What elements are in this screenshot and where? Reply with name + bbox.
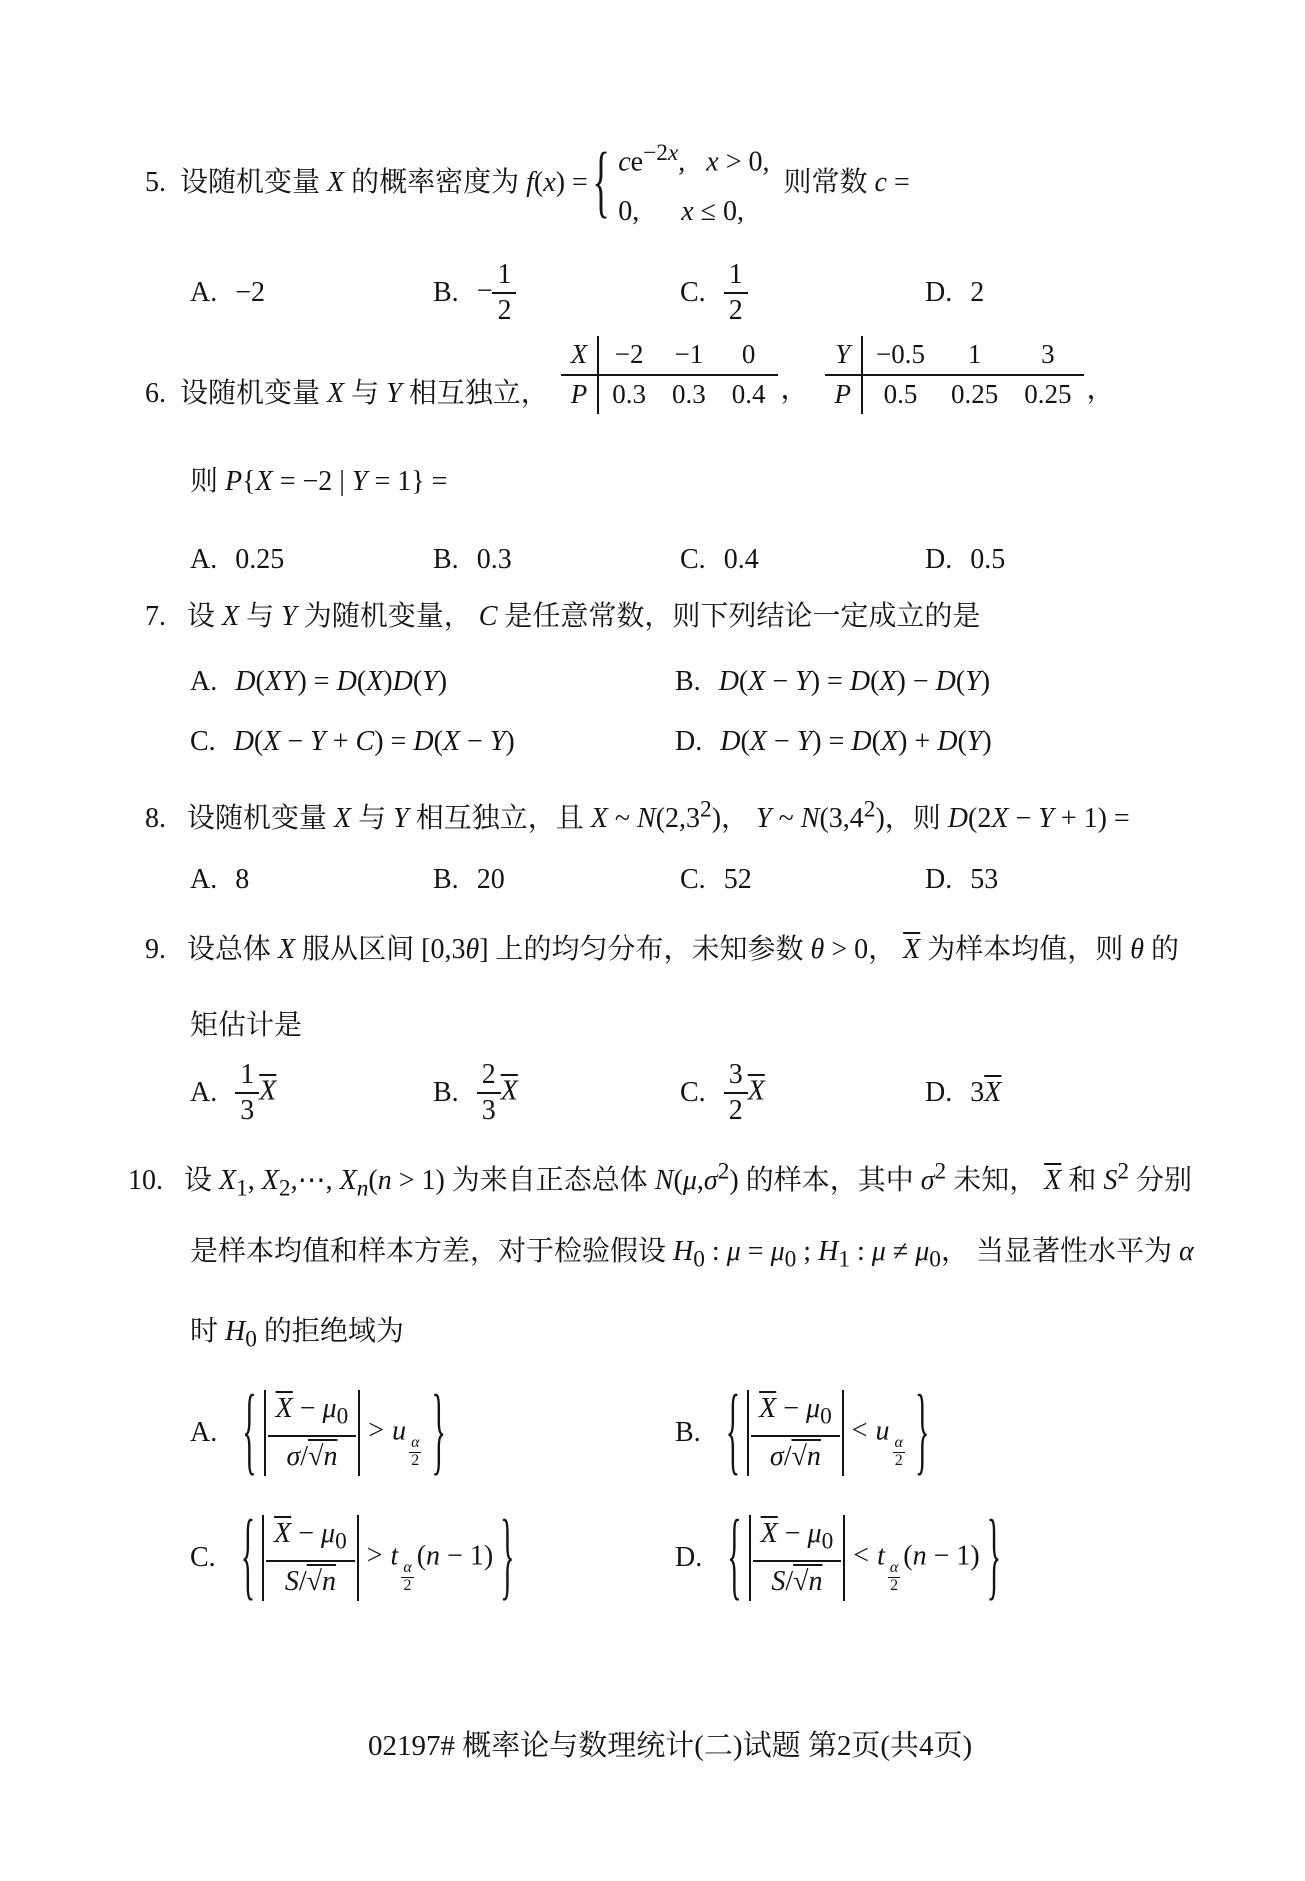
option-value: 2 [970,277,985,308]
question-8-stem-text: 设随机变量 X 与 Y 相互独立，且 X ~ $N(2,3^2)$， Y ~ $N(3,4^2)$，则 D(2X − Y + 1) = [187,797,1130,835]
question-7-options-row-2 [0,720,1305,764]
option-label: A. [190,666,218,697]
question-9-option-d [925,1057,1001,1129]
q6-table-y [825,336,1085,414]
option-value: D(X − Y) = D(X) + D(Y) [720,726,992,757]
question-5-options-row [0,258,1305,328]
question-5-option-b [433,258,516,328]
question-6-options-row [0,540,1305,580]
page-footer: 02197# 概率论与数理统计(二)试题 第2页(共4页) [368,1730,973,1762]
table-y-comma: ， [1086,373,1115,405]
option-label: A. [190,864,218,895]
question-7-option-a [190,660,447,704]
option-value: 20 [476,864,505,895]
option-label: C. [680,544,706,575]
question-6-option-c [680,540,759,580]
question-6-option-d [925,540,1005,580]
option-label: C. [680,864,706,895]
question-7-option-b [675,660,990,704]
piecewise-row-1: $ce^{-2x}$, x > 0, [618,140,770,178]
table-cell: P [561,375,599,414]
question-7-option-c [190,720,515,764]
question-9-stem-text: 设总体 X 服从区间 [0,3θ] 上的均匀分布，未知参数 θ > 0， $\overline{X}$ 为样本均值，则 θ 的 [187,934,1180,965]
question-9-stem-line1 [145,930,1179,970]
question-7-options-row-1 [0,660,1305,704]
option-label: D. [675,1542,703,1573]
option-value: { $\frac{\overline{X} - \mu_0}{S/√n}$ > t $\frac{\alpha}{2}$ (n − 1) } [240,1501,515,1611]
piecewise-row-2: 0, x ≤ 0, [618,196,745,228]
table-cell: 3 [1011,336,1084,375]
question-6-stem-text: 设随机变量 X 与 Y 相互独立， [180,377,549,409]
question-8-options-row [0,860,1305,900]
option-value: 0.4 [723,544,759,575]
table-cell: 0.25 [950,378,999,409]
option-label: D. [925,864,953,895]
question-10-number: 10. [128,1165,163,1197]
option-label: C. [680,277,706,308]
table-cell: 1 [938,336,1011,375]
table-cell: 0.3 [671,378,706,409]
table-cell: 0.3 [612,378,646,409]
question-5-option-c [680,258,748,328]
option-label: B. [675,1417,701,1448]
option-label: A. [190,1417,218,1448]
option-label: D. [925,544,953,575]
question-8-stem [145,790,1130,839]
table-cell: −0.5 [862,336,938,375]
question-9-stem-line2: 矩估计是 [190,1010,303,1041]
option-label: B. [675,666,701,697]
option-label: B. [433,864,459,895]
question-5-stem [145,133,910,232]
option-value: 0.5 [970,544,1006,575]
question-5-option-a [190,258,265,328]
question-10-stem-line1 [128,1152,1192,1209]
option-label: C. [680,1077,706,1108]
question-9-number: 9. [145,934,166,965]
question-8-option-c [680,860,752,900]
table-cell: −1 [659,336,719,375]
question-6-option-b [433,540,512,580]
piecewise-brace: { [592,136,610,226]
question-7-stem [145,597,980,637]
question-6-option-a [190,540,284,580]
question-5-option-d [925,258,984,328]
question-7-option-d [675,720,992,764]
question-9-options-row [0,1057,1305,1129]
question-10-stem-line2: 是样本均值和样本方差，对于检验假设 $H_0$ : $\mu = \mu_0$ ; $H_1$ : $\mu \ne \mu_0$， 当显著性水平为 α [190,1236,1194,1273]
table-cell: P [825,375,863,414]
question-6-stem [145,336,1119,414]
option-value: 0.25 [235,544,285,575]
table-cell: 0.5 [883,378,918,409]
piecewise-rows [618,133,769,232]
table-x-comma: ， [780,373,809,405]
question-9-option-b [433,1057,518,1129]
option-label: A. [190,1077,218,1108]
option-label: D. [925,277,953,308]
question-5-stem-prefix: 设随机变量 X 的概率密度为 f(x) = [180,166,588,198]
option-label: D. [925,1077,953,1108]
question-8-option-a [190,860,249,900]
question-7-number: 7. [145,601,166,632]
question-10-stem-text-1: 设 $X_1$, $X_2,\cdots$, $X_n(n > 1)$ 为来自正态总体 $N(\mu,\sigma^2)$ 的样本，其中 $\sigma^2$ 未知， $\overline{X}$ 和 $S^2$ 分别 [184,1159,1193,1202]
option-value: D(XY) = D(X)D(Y) [235,666,448,697]
option-value: D(X − Y) = D(X) − D(Y) [718,666,991,697]
option-value: 8 [235,864,250,895]
option-label: D. [675,726,703,757]
option-value: $3\overline{X}$ [970,1077,1002,1108]
table-cell: −2 [598,336,659,375]
question-9-option-a [190,1057,276,1129]
question-5-stem-suffix: 则常数 c = [783,166,910,198]
option-value: 53 [970,864,999,895]
question-6-stem-line2: 则 P{X = −2 | Y = 1} = [190,466,448,497]
option-value: $\frac{1}{2}$ [724,259,748,327]
table-cell: X [561,336,599,375]
option-value: − $\frac{1}{2}$ [477,259,517,327]
question-6-number: 6. [145,377,166,409]
question-10-stem-line3: 时 $H_0$ 的拒绝域为 [190,1316,404,1353]
question-9-option-c [680,1057,765,1129]
option-label: A. [190,277,218,308]
option-value: D(X − Y + C) = D(X − Y) [233,726,515,757]
option-label: C. [190,726,216,757]
table-cell: Y [825,336,863,375]
table-cell: 0 [719,336,779,375]
option-label: B. [433,544,459,575]
question-10-options-row-1 [0,1377,1305,1489]
option-value: { $\frac{\overline{X} - \mu_0}{\sigma/√n}$ > u $\frac{\alpha}{2}$ } [242,1376,446,1486]
question-10-option-c [190,1502,522,1614]
option-label: B. [433,1077,459,1108]
question-10-option-a [190,1377,453,1489]
option-label: A. [190,544,218,575]
option-value: $\frac{3}{2}$ $\overline{X}$ [724,1059,765,1127]
option-value: $\frac{2}{3}$ $\overline{X}$ [477,1059,518,1127]
option-label: C. [190,1542,216,1573]
question-10-options-row-2 [0,1502,1305,1614]
question-10-option-d [675,1502,1008,1614]
option-value: 0.3 [476,544,512,575]
question-5-number: 5. [145,166,166,198]
option-value: $\frac{1}{3}$ $\overline{X}$ [235,1059,276,1127]
question-8-option-b [433,860,505,900]
option-value: { $\frac{\overline{X} - \mu_0}{S/√n}$ < t $\frac{\alpha}{2}$ (n − 1) } [727,1501,1002,1611]
option-value: { $\frac{\overline{X} - \mu_0}{\sigma/√n}$ < u $\frac{\alpha}{2}$ } [725,1376,930,1486]
question-8-option-d [925,860,998,900]
question-7-stem-text: 设 X 与 Y 为随机变量， C 是任意常数，则下列结论一定成立的是 [187,601,981,632]
table-cell: 0.4 [731,378,766,409]
question-10-option-b [675,1377,936,1489]
option-label: B. [433,277,459,308]
question-8-number: 8. [145,803,166,835]
table-cell: 0.25 [1024,378,1072,409]
option-value: 52 [723,864,752,895]
q6-table-x [561,336,779,414]
option-value: −2 [235,277,266,308]
